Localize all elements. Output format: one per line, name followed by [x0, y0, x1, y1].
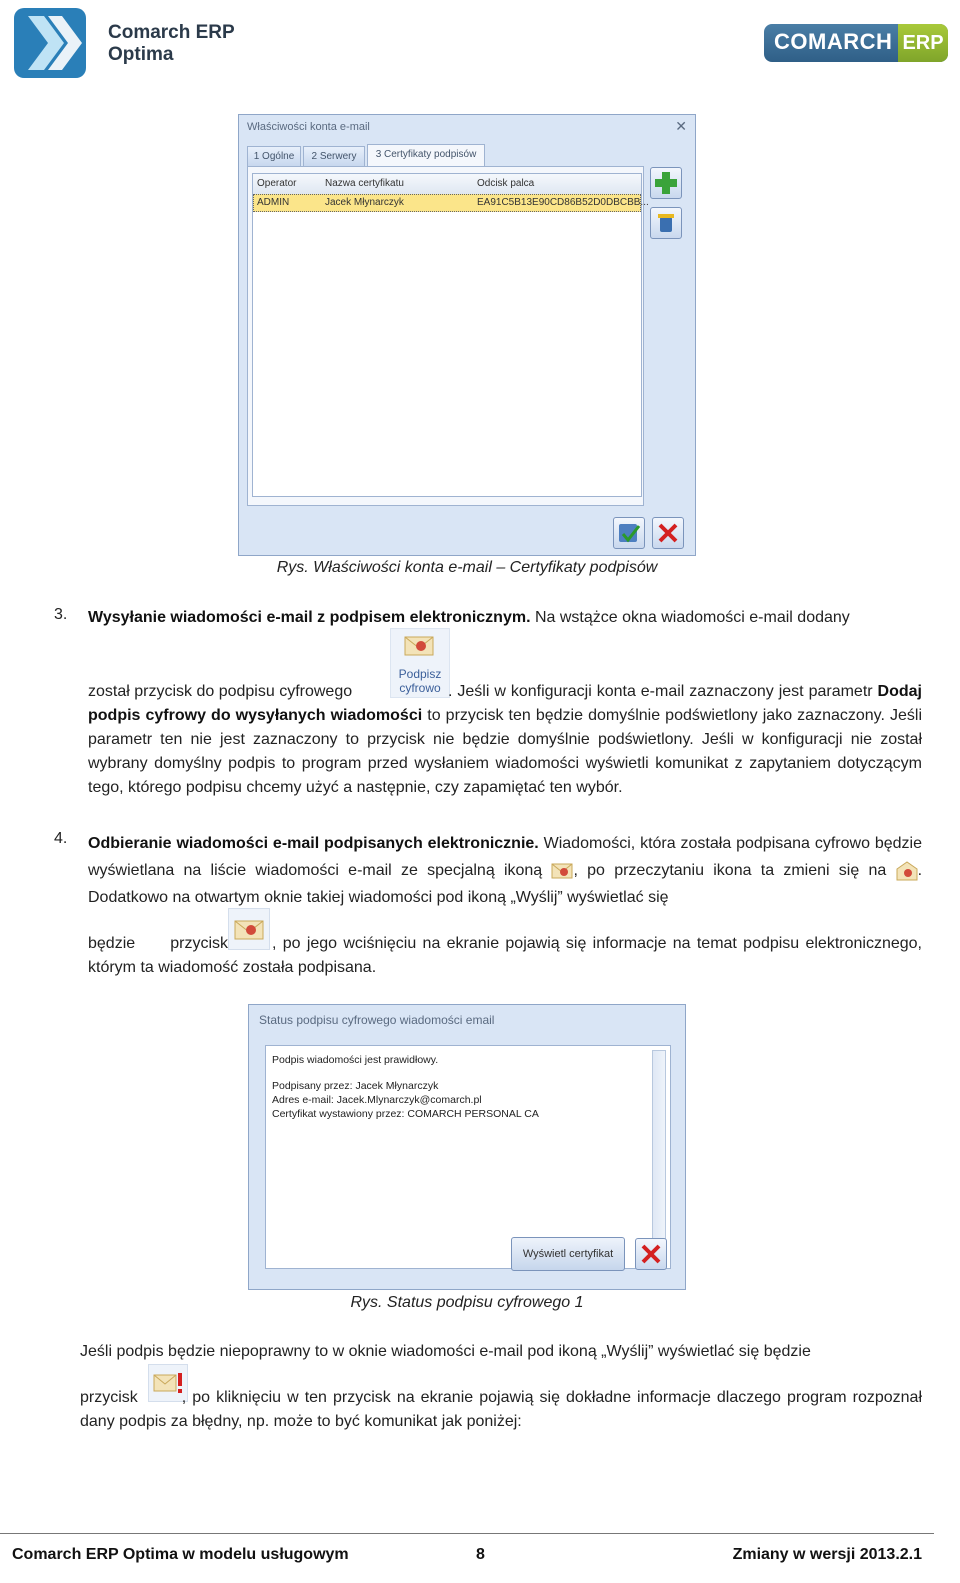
- signed-by-text: Podpisany przez: Jacek Młynarczyk: [272, 1080, 439, 1092]
- comarch-erp-optima-logo: [14, 8, 254, 80]
- footer-divider: [0, 1533, 934, 1534]
- tab-servers[interactable]: 2 Serwery: [303, 146, 365, 166]
- optima-logo-mark-icon: [14, 8, 86, 78]
- section-4-body: [88, 830, 922, 911]
- window-title: Właściwości konta e-mail: [247, 121, 370, 133]
- certificates-table: [252, 173, 649, 497]
- figure-caption-2: Rys. Status podpisu cyfrowego 1: [350, 1294, 584, 1311]
- section-3-body: [88, 680, 922, 800]
- cancel-button[interactable]: [652, 517, 684, 549]
- table-row[interactable]: [253, 194, 649, 212]
- certificates-panel: [247, 166, 649, 506]
- signed-message-icon: [551, 862, 573, 880]
- section-4-text-4: będzie przycisk: [88, 935, 228, 952]
- cell-thumbprint: EA91C5B13E90CD86B52D0DBCBB...: [477, 197, 649, 208]
- close-button[interactable]: [635, 1238, 667, 1270]
- add-button[interactable]: [650, 167, 682, 199]
- footer-product: Comarch ERP Optima w modelu usługowym: [12, 1546, 349, 1563]
- invalid-signature-paragraph: Jeśli podpis będzie niepoprawny to w oknie wiadomości e-mail pod ikoną „Wyślij” wyświetlać się będzie: [80, 1343, 811, 1360]
- default-signature-parameter: Dodaj podpis cyfrowy do wysyłanych wiadomości: [88, 683, 922, 724]
- close-icon[interactable]: ✕: [675, 118, 687, 134]
- signature-details-box: [265, 1045, 671, 1269]
- logo-line-1: Comarch ERP: [108, 22, 235, 43]
- cell-operator: ADMIN: [257, 197, 290, 208]
- plus-icon: [651, 168, 681, 198]
- section-4-text-1: Wiadomości, która została podpisana cyfrowo będzie wyświetlana na liście wiadomości e-mail ze specjalną ikoną: [88, 835, 922, 879]
- trash-icon: [651, 208, 681, 238]
- column-operator[interactable]: Operator: [257, 178, 297, 189]
- delete-button[interactable]: [650, 207, 682, 239]
- vertical-scrollbar[interactable]: [652, 1050, 666, 1262]
- tab-general[interactable]: 1 Ogólne: [247, 146, 301, 166]
- section-3-first-line: [88, 606, 922, 630]
- left-logo-name: [108, 22, 235, 66]
- section-3-lead: Na wstążce okna wiadomości e-mail dodany: [534, 609, 850, 626]
- section-3-rest: to przycisk ten będzie domyślnie podświetlony jako zaznaczony. Jeśli parametr ten nie jest zaznaczony to przycisk nie będzie domyślnie podświetlony. Jeśli w konfiguracji nie został wybrany domyślny podpis to program przed wysłaniem wiadomości wyświetli komunikat z zapytaniem dotyczącym tego, którego podpisu chcemy użyć a następnie, czy zapamiętać ten wybór.: [88, 707, 923, 796]
- section-4-heading: Odbieranie wiadomości e-mail podpisanych elektronicznie.: [88, 835, 539, 852]
- section-4-continuation: [88, 932, 922, 980]
- email-address-text: Adres e-mail: Jacek.Mlynarczyk@comarch.pl: [272, 1094, 482, 1106]
- column-thumbprint[interactable]: Odcisk palca: [477, 178, 535, 189]
- section-4-number: 4.: [54, 830, 68, 847]
- footer-version: Zmiany w wersji 2013.2.1: [732, 1546, 922, 1563]
- save-button[interactable]: [613, 517, 645, 549]
- erp-logo-badge: ERP: [898, 24, 948, 62]
- logo-line-2: Optima: [108, 44, 174, 65]
- section-3-line2b: . Jeśli w konfiguracji konta e-mail zaznaczony jest parametr: [448, 683, 873, 700]
- section-4-text-5: , po jego wciśnięciu na ekranie pojawią się informacje na temat podpisu elektronicznego, którym ta wiadomość została podpisana.: [88, 935, 922, 976]
- save-check-icon: [614, 518, 644, 548]
- tab-signature-certificates[interactable]: 3 Certyfikaty podpisów: [367, 144, 485, 166]
- page-number: 8: [476, 1546, 485, 1563]
- invalid-signature-continuation: [80, 1386, 922, 1434]
- signed-envelope-icon: [403, 631, 435, 659]
- section-3-heading: Wysyłanie wiadomości e-mail z podpisem elektronicznym.: [88, 609, 531, 626]
- final-text-3: , po kliknięciu w ten przycisk na ekranie pojawią się dokładne informacje dlaczego program rozpoznał dany podpis za błędny, np. może to być komunikat jak poniżej:: [80, 1389, 922, 1430]
- column-certificate-name[interactable]: Nazwa certyfikatu: [325, 178, 404, 189]
- cell-certificate-name: Jacek Młynarczyk: [325, 197, 404, 208]
- section-4-text-2: , po przeczytaniu ikona ta zmieni się na: [573, 862, 887, 879]
- signature-valid-text: Podpis wiadomości jest prawidłowy.: [272, 1054, 439, 1066]
- section-4-text-3: . Dodatkowo na otwartym oknie takiej wiadomości pod ikoną „Wyślij” wyświetlać się: [88, 862, 923, 906]
- view-certificate-button[interactable]: Wyświetl certyfikat: [511, 1237, 625, 1271]
- table-header: [253, 174, 641, 195]
- read-signed-message-icon: [896, 861, 918, 881]
- ribbon-button-label: Podpisz cyfrowo: [398, 667, 442, 695]
- close-red-icon: [636, 1239, 666, 1269]
- section-3-number: 3.: [54, 606, 68, 623]
- digital-signature-status-window: [248, 1004, 686, 1290]
- section-3-line2a: został przycisk do podpisu cyfrowego: [88, 683, 353, 700]
- email-account-properties-window: [238, 114, 696, 556]
- final-text-2: przycisk: [80, 1389, 138, 1406]
- window-title: Status podpisu cyfrowego wiadomości email: [259, 1013, 495, 1027]
- close-red-icon: [653, 518, 683, 548]
- certificate-issuer-text: Certyfikat wystawiony przez: COMARCH PERSONAL CA: [272, 1108, 539, 1120]
- comarch-logo-text: COMARCH: [774, 29, 893, 54]
- comarch-erp-logo: [764, 24, 948, 62]
- figure-caption-1: Rys. Właściwości konta e-mail – Certyfikaty podpisów: [276, 559, 658, 576]
